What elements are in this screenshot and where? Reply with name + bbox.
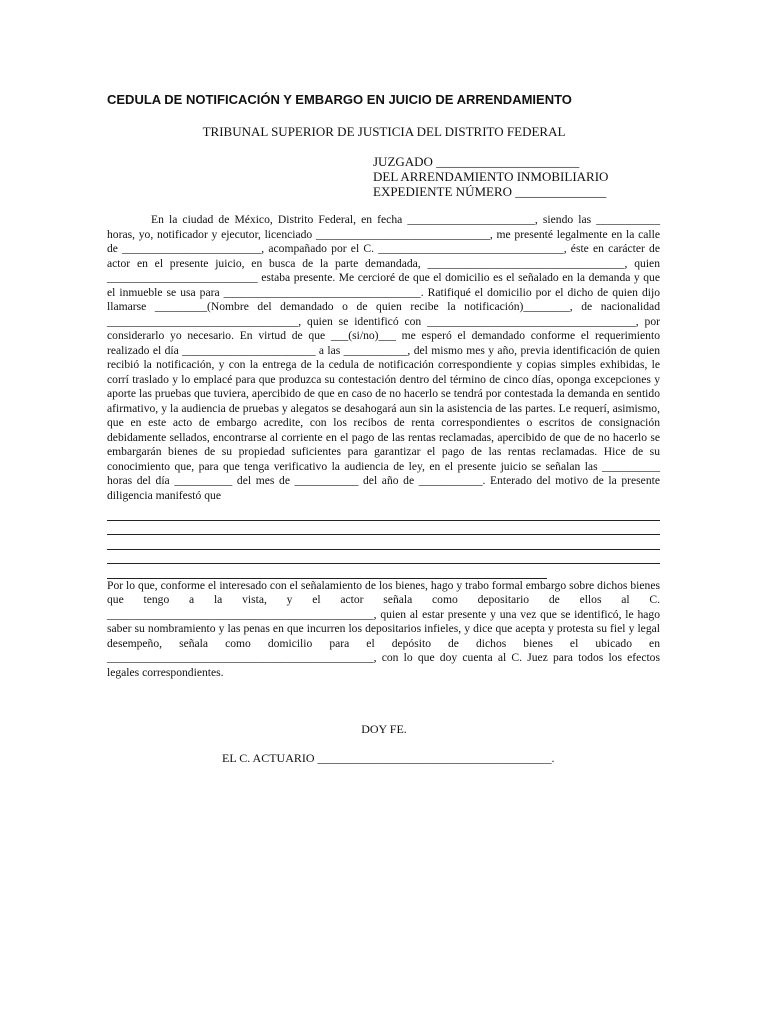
blank-line [107, 550, 660, 565]
court-expediente-line: EXPEDIENTE NÚMERO ______________ [373, 184, 607, 199]
tribunal-heading: TRIBUNAL SUPERIOR DE JUSTICIA DEL DISTRITO FEDERAL [202, 124, 566, 139]
court-block [373, 154, 608, 199]
blank-line [107, 506, 660, 521]
embargo-paragraph: Por lo que, conforme el interesado con el señalamiento de los bienes, hago y trabo formal embargo sobre dichos bienes que tengo a la vista, y el actor señala como depositario de ellos al C. ______________________________________________, quien al estar presente y una vez que se identificó, le hago saber su nombramiento y las penas en que incurren los depositarios infieles, y dice que acepta y protesta su fiel y legal desempeño, señala como domicilio para el depósito de dichos bienes el ubicado en ______________________________________________, con lo que doy cuenta al C. Juez para todos los efectos legales correspondientes. [107, 578, 660, 679]
blank-line [107, 535, 660, 550]
document-title: CEDULA DE NOTIFICACIÓN Y EMBARGO EN JUICIO DE ARRENDAMIENTO [107, 92, 572, 107]
blank-line [107, 564, 547, 579]
doy-fe-text: DOY FE. [361, 722, 407, 736]
notification-paragraph: En la ciudad de México, Distrito Federal, en fecha ______________________, siendo las ___________ horas, yo, notificador y ejecutor, licenciado ______________________________, me presenté legalmente en la calle de ________________________, acompañado por el C. ________________________________, éste en carácter de actor en el presente juicio, en busca de la parte demandada, __________________________________, quien __________________________ estaba presente. Me cercioré de que el domicilio es el señalado en la demanda y que el inmueble se usa para __________________________________. Ratifiqué el domicilio por el dicho de quien dijo llamarse _________(Nombre del demandado o de quien recibe la notificación)________, de nacionalidad _________________________________, quien se identificó con ____________________________________, por considerarlo yo necesario. En virtud de que ___(si/no)___ me esperó el demandado conforme el requerimiento realizado el día _______________________ a las ___________, del mismo mes y año, previa identificación de quien recibió la notificación, y con la entrega de la cedula de notificación correspondiente y copias simples exhibidas, le corrí traslado y lo emplacé para que produzca su contestación dentro del término de cinco días, oponga excepciones y aporte las pruebas que tuviera, apercibido de que en caso de no hacerlo se tendrá por contestada la demanda en sentido afirmativo, y la audiencia de pruebas y alegatos se desahogará aun sin la asistencia de las partes. Le requerí, asimismo, que en este acto de embargo acredite, con los recibos de renta correspondientes o escritos de consignación debidamente sellados, encontrarse al corriente en el pago de las rentas reclamadas, apercibido de que de no hacerlo se embargarán bienes de su propiedad suficientes para garantizar el pago de las rentas reclamadas. Hice de su conocimiento que, para que tenga verificativo la audiencia de ley, en el presente juicio se señalan las __________ horas del día __________ del mes de ___________ del año de ___________. Enterado del motivo de la presente diligencia manifestó que [107, 213, 660, 502]
court-juzgado-line: JUZGADO ______________________ [373, 154, 580, 169]
document-body [107, 213, 660, 680]
actuario-signature-line: EL C. ACTUARIO _______________________________________. [222, 751, 555, 765]
court-arrendamiento-line: DEL ARRENDAMIENTO INMOBILIARIO [373, 169, 609, 184]
statement-blank-lines [107, 506, 660, 579]
blank-line [107, 521, 660, 536]
